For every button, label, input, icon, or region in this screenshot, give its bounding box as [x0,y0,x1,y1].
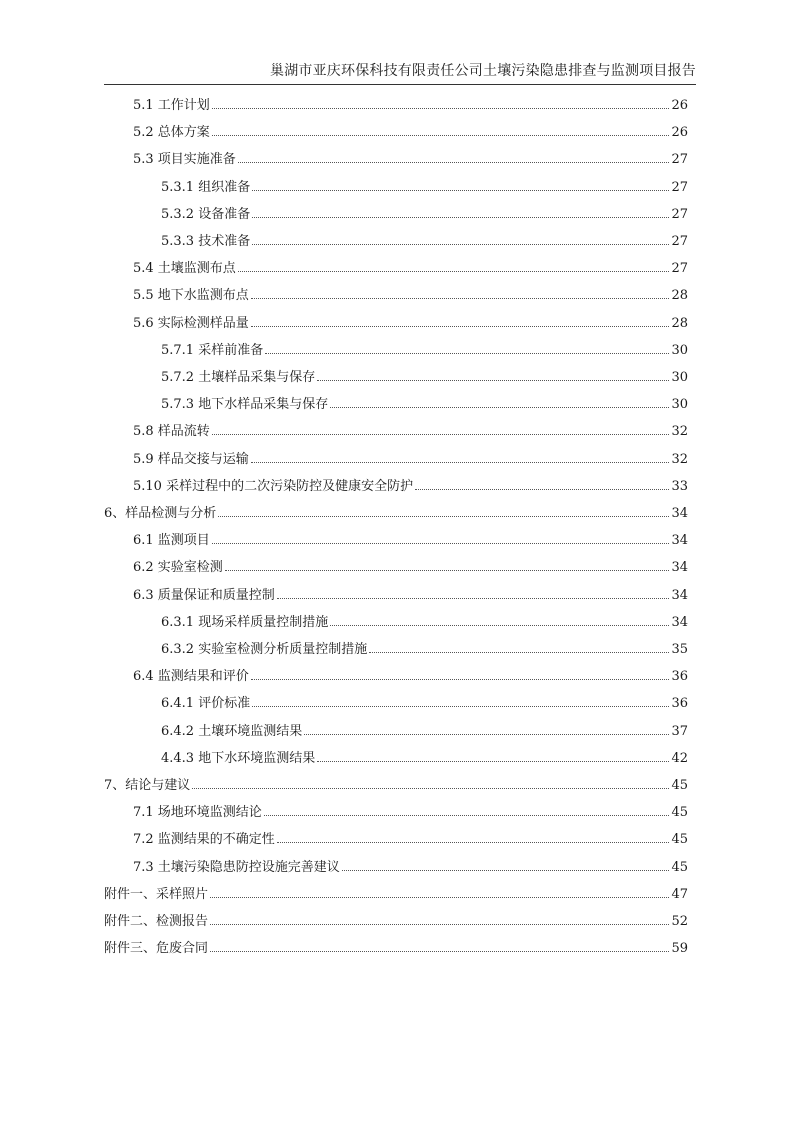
toc-entry-label: 6.3.2 实验室检测分析质量控制措施 [161,642,368,657]
toc-entry[interactable] [161,205,688,225]
toc-entry-label: 5.6 实际检测样品量 [133,315,249,331]
toc-entry-label: 5.7.2 土壤样品采集与保存 [161,370,316,385]
toc-entry-label: 6.4 监测结果和评价 [133,669,249,685]
toc-entry-page-number: 34 [671,587,688,603]
toc-entry-page-number: 47 [671,886,688,902]
toc-entry[interactable] [161,341,688,361]
toc-entry[interactable] [104,885,688,905]
toc-entry[interactable] [133,259,688,279]
toc-dot-leader [210,923,669,925]
toc-entry[interactable] [161,178,688,198]
toc-entry-label: 5.3.3 技术准备 [161,234,251,249]
toc-dot-leader [251,297,670,299]
toc-entry-page-number: 59 [671,941,688,957]
toc-entry-label: 5.7.3 地下水样品采集与保存 [161,397,329,413]
toc-entry[interactable] [133,286,688,306]
toc-entry-page-number: 27 [671,152,688,168]
toc-entry[interactable] [161,368,688,388]
toc-entry-label: 5.3.1 组织准备 [161,179,251,195]
toc-entry-page-number: 45 [671,832,688,848]
toc-dot-leader [192,787,669,789]
toc-entry[interactable] [161,694,688,714]
toc-dot-leader [330,624,669,626]
toc-entry-page-number: 27 [671,234,688,249]
toc-entry-label: 6.4.2 土壤环境监测结果 [161,723,303,739]
toc-dot-leader [415,488,669,490]
toc-dot-leader [342,869,670,871]
toc-entry-label: 5.8 样品流转 [133,424,210,440]
toc-entry[interactable] [104,776,688,796]
toc-entry[interactable] [133,450,688,470]
toc-entry-label: 6、样品检测与分析 [104,506,217,521]
toc-entry-label: 5.10 采样过程中的二次污染防控及健康安全防护 [133,478,414,494]
toc-dot-leader [317,760,669,762]
toc-entry[interactable] [161,722,688,742]
toc-entry[interactable] [133,830,688,850]
toc-entry-label: 7.1 场地环境监测结论 [133,805,262,821]
toc-entry-page-number: 30 [671,342,688,358]
toc-dot-leader [252,705,669,707]
toc-dot-leader [251,325,670,327]
toc-entry-page-number: 34 [671,560,688,576]
toc-entry[interactable] [161,395,688,415]
toc-entry-label: 5.3.2 设备准备 [161,206,251,222]
toc-dot-leader [212,542,670,544]
toc-entry-label: 6.4.1 评价标准 [161,696,251,712]
toc-entry-label: 5.4 土壤监测布点 [133,261,236,277]
toc-entry[interactable] [133,803,688,823]
toc-dot-leader [304,733,669,735]
toc-entry-label: 7、结论与建议 [104,778,191,793]
toc-dot-leader [212,433,670,435]
toc-dot-leader [218,515,669,517]
toc-entry-page-number: 28 [671,288,688,304]
toc-entry-page-number: 52 [671,914,688,929]
toc-entry-label: 6.3 质量保证和质量控制 [133,587,275,603]
toc-entry-page-number: 34 [671,533,688,549]
page-header-title: 巢湖市亚庆环保科技有限责任公司土壤污染隐患排查与监测项目报告 [270,63,696,79]
toc-entry-label: 4.4.3 地下水环境监测结果 [161,750,316,766]
toc-entry-label: 5.3 项目实施准备 [133,152,236,168]
toc-entry[interactable] [161,613,688,633]
toc-entry[interactable] [104,912,688,932]
toc-entry-page-number: 32 [671,424,688,440]
toc-entry[interactable] [133,150,688,170]
toc-dot-leader [330,406,669,408]
toc-entry[interactable] [161,232,688,252]
toc-entry-label: 7.2 监测结果的不确定性 [133,832,275,848]
toc-entry-page-number: 37 [671,723,688,739]
toc-entry-label: 5.2 总体方案 [133,125,210,141]
toc-dot-leader [210,896,669,898]
toc-entry-page-number: 35 [671,642,688,657]
toc-entry[interactable] [133,531,688,551]
toc-entry-page-number: 45 [671,859,688,875]
toc-entry[interactable] [133,422,688,442]
toc-entry-page-number: 34 [671,506,688,521]
toc-dot-leader [238,270,670,272]
toc-entry-page-number: 28 [671,315,688,331]
toc-entry-page-number: 34 [671,614,688,630]
toc-entry[interactable] [133,123,688,143]
toc-entry[interactable] [133,314,688,334]
toc-entry-page-number: 45 [671,778,688,793]
toc-entry-label: 5.5 地下水监测布点 [133,288,249,304]
toc-entry-label: 6.2 实验室检测 [133,560,223,576]
toc-entry-page-number: 27 [671,206,688,222]
toc-dot-leader [265,352,669,354]
toc-entry-label: 7.3 土壤污染隐患防控设施完善建议 [133,859,340,875]
toc-entry[interactable] [133,667,688,687]
toc-entry-label: 6.3.1 现场采样质量控制措施 [161,614,329,630]
toc-entry-page-number: 26 [671,125,688,141]
toc-dot-leader [251,678,670,680]
toc-dot-leader [277,597,670,599]
toc-entry-page-number: 33 [671,478,688,494]
toc-entry-page-number: 27 [671,261,688,277]
toc-dot-leader [225,569,670,571]
toc-dot-leader [369,651,669,653]
header-rule [104,84,696,85]
toc-entry[interactable] [133,586,688,606]
toc-entry-label: 5.9 样品交接与运输 [133,451,249,467]
toc-entry-label: 6.1 监测项目 [133,533,210,549]
toc-entry-page-number: 30 [671,397,688,413]
toc-dot-leader [252,243,669,245]
toc-entry-page-number: 36 [671,696,688,712]
toc-entry-page-number: 36 [671,669,688,685]
toc-entry-label: 5.7.1 采样前准备 [161,342,264,358]
toc-entry[interactable] [104,939,688,959]
toc-dot-leader [252,216,669,218]
toc-entry[interactable] [161,640,688,660]
toc-entry-page-number: 30 [671,370,688,385]
toc-entry-page-number: 26 [671,98,688,113]
toc-dot-leader [238,161,670,163]
toc-entry[interactable] [104,504,688,524]
toc-entry-label: 附件三、危废合同 [104,941,209,957]
toc-entry-label: 5.1 工作计划 [133,98,210,113]
toc-dot-leader [277,841,670,843]
toc-entry-page-number: 32 [671,451,688,467]
toc-entry-page-number: 45 [671,805,688,821]
toc-dot-leader [317,379,669,381]
toc-entry-page-number: 27 [671,179,688,195]
toc-entry[interactable] [133,558,688,578]
toc-dot-leader [252,189,669,191]
toc-entry-label: 附件一、采样照片 [104,886,209,902]
toc-entry-label: 附件二、检测报告 [104,914,209,929]
toc-entry[interactable] [133,477,688,497]
toc-dot-leader [212,134,670,136]
toc-dot-leader [212,107,670,109]
toc-dot-leader [210,950,669,952]
toc-entry[interactable] [133,858,688,878]
toc-entry[interactable] [161,749,688,769]
toc-dot-leader [264,814,670,816]
toc-entry-page-number: 42 [671,750,688,766]
toc-dot-leader [251,461,670,463]
toc-entry[interactable] [133,96,688,116]
